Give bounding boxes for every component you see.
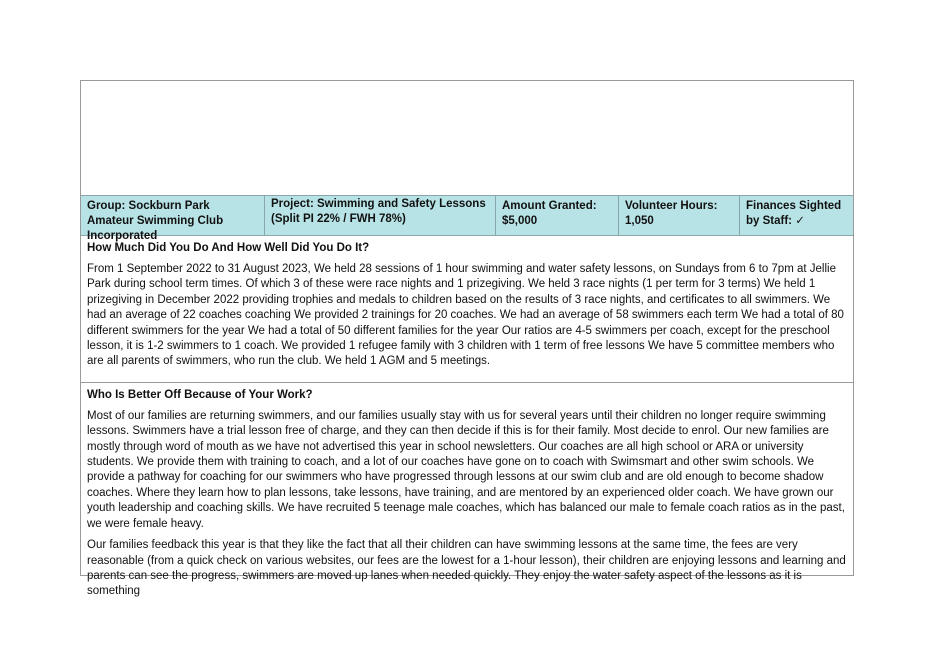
how-much-section	[81, 236, 853, 383]
better-off-paragraph-1: Most of our families are returning swimmers, and our families usually stay with us for several years until their children no longer require swimming lessons. Swimmers have a trial lesson free of charge, and they can then decide if this is for their family. Most decide to enrol. Our new families are mostly through word of mouth as we have not advertised this year in school newsletters. Our coaches are all high school or ARA or university students. We provide them with training to coach, and a lot of our coaches have gone on to coach with Swimsmart and other swim schools. We provide a pathway for coaching for our swimmers who have progressed through lessons at our swim club and are old enough to become shadow coaches. Where they learn how to plan lessons, take lessons, have training, and are mentored by an experienced older coach. We have grown our youth leadership and coaching skills. We have recruited 5 teenage male coaches, which has balanced our male to female coach ratios as in the past, we were female heavy.	[87, 409, 845, 530]
summary-header-row	[81, 196, 853, 242]
better-off-heading: Who Is Better Off Because of Your Work?	[87, 388, 313, 401]
finances-sighted-cell: Finances Sighted by Staff: ✓	[746, 200, 842, 227]
group-cell: Group: Sockburn Park Amateur Swimming Club Incorporated	[81, 196, 265, 235]
project-cell: Project: Swimming and Safety Lessons (Split PI 22% / FWH 78%)	[265, 196, 496, 235]
amount-granted-cell: Amount Granted: $5,000	[496, 196, 619, 235]
volunteer-hours-cell: Volunteer Hours: 1,050	[619, 196, 740, 235]
blank-top-area	[81, 81, 853, 196]
how-much-heading: How Much Did You Do And How Well Did You Do It?	[87, 242, 370, 254]
how-much-body: From 1 September 2022 to 31 August 2023, We held 28 sessions of 1 hour swimming and water safety lessons, on Sundays from 6 to 7pm at Jellie Park during school term times. Of which 3 of these were race nights and 1 prizegiving. We held 3 race nights (1 per term for 3 terms) We held 1 prizegiving in December 2022 providing trophies and medals to children based on the results of 3 race nights, and certificates to all swimmers. We had an average of 22 coaches coaching We provided 2 trainings for 20 coaches. We had an average of 58 swimmers each term We had a total of 80 different swimmers for the year We had a total of 50 different families for the year Our ratios are 4-5 swimmers per coach, except for the preschool lesson, it is 1-2 swimmers to 1 coach. We provided 1 refugee family with 3 children with 1 term of free lessons We have 5 committee members who are all parents of swimmers, who run the club. We held 1 AGM and 5 meetings.	[87, 263, 844, 368]
report-table	[80, 80, 854, 598]
better-off-section	[81, 383, 853, 612]
better-off-paragraph-2: Our families feedback this year is that they like the fact that all their children can have swimming lessons at the same time, the fees are very reasonable (from a quick check on various websites, our fees are the lowest for a 1-hour lesson), their children are enjoying lessons and learning and parents can see the progress, swimmers are moved up lanes when needed quickly. They enjoy the water safety aspect of the lessons as it is something	[87, 539, 846, 598]
